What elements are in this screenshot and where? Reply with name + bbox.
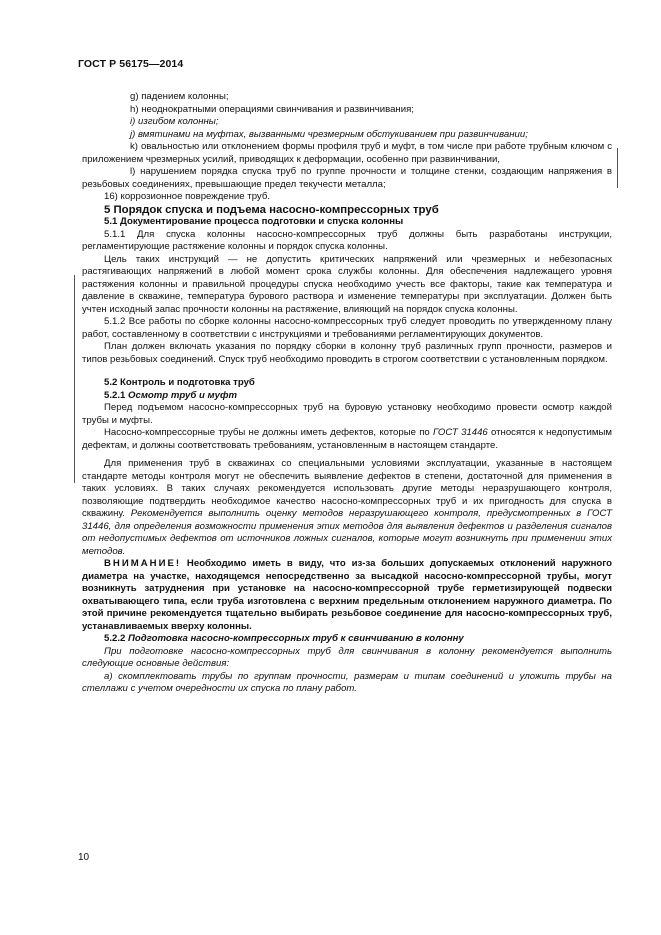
warning-label: ВНИМАНИЕ! — [104, 558, 182, 569]
section-5-2-1-number: 5.2.1 — [104, 389, 126, 401]
section-5-2-title: 5.2 Контроль и подготовка труб — [104, 377, 255, 388]
list-item-i: i) изгибом колонны; — [130, 116, 219, 127]
list-item-h: h) неоднократными операциями свинчивания и развинчивания; — [130, 103, 414, 115]
recommendation-text: Рекомендуется выполнить оценку методов неразрушающего контроля, предусмотренных в ГОСТ 31446, для определения возможности применения этих методов для выявления дефектов и разделения сигналов от недопустимых дефектов от источников ложных сигналов, которые могут возникнуть при применении этих методов. — [82, 508, 612, 557]
text-fragment: Для применения труб в скважинах со специальными условиями эксплуатации, указанные в настоящем стандарте методы контроля могут не обеспечить выявление дефектов в степени, достаточной для применения в таких условиях. В таких случаях рекомендуется использовать другие методы неразрушающего контроля, позволяющие подтвердить необходимое качество насосно-компрессорных труб и их пригодность для спуска в скважину. — [82, 458, 612, 519]
warning-paragraph — [82, 558, 612, 633]
section-5-title: 5 Порядок спуска и подъема насосно-компрессорных труб — [104, 203, 439, 216]
text-fragment: Насосно-компрессорные трубы не должны иметь дефектов, которые по — [104, 427, 433, 438]
change-bar — [74, 275, 75, 483]
paragraph-5-2-2-intro: При подготовке насосно-компрессорных труб для свинчивания в колонну рекомендуется выполнить следующие основные действия: — [82, 645, 612, 669]
paragraph-5-1-2: 5.1.2 Все работы по сборке колонны насосно-компрессорных труб следует проводить по утвержденному плану работ, составленному в соответствии с инструкциями и требованиями регламентирующих документов. — [82, 316, 612, 340]
warning-text: Необходимо иметь в виду, что из-за больших допускаемых отклонений наружного диаметра на участке, находящемся непосредственно за высадкой насосно-компрессорной трубы, могут возникнуть затруднения при установке на насосно-компрессорной трубе герметизирующей подвески охватывающего типа, если труба изготовлена с верхним предельным отклонением наружного диаметра. По этой причине рекомендуется тщательно выбирать резьбовое соединение для насосно-компрессорных труб, устанавливаемых вверху колонны. — [82, 558, 612, 632]
list-item-l: l) нарушением порядка спуска труб по группе прочности и толщине стенки, создающим напряжения в резьбовых соединениях, превышающие предел текучести металла; — [82, 166, 612, 190]
page-number: 10 — [78, 852, 90, 863]
paragraph-5-1-1-goal: Цель таких инструкций — не допустить критических напряжений или чрезмерных и небезопасных растягивающих напряжений в любой момент срока службы колонны. Для обеспечения надлежащего уровня растяжения колонны и правильной процедуры спуска необходимо учесть все факторы, такие как температура и давление в скважине, температура бурового раствора и изменение температуры при эксплуатации. Должен быть учтен исходный запас прочности колонны на растяжение, влияющий на порядок спуска колонны. — [82, 253, 612, 315]
paragraph-5-1-1: 5.1.1 Для спуска колонны насосно-компрессорных труб должны быть разработаны инструкции, регламентирующие растяжение колонны и порядок спуска колонны. — [82, 228, 612, 252]
section-5-2-2-heading — [82, 633, 612, 646]
document-body — [82, 91, 612, 696]
gost-reference: ГОСТ 31446 — [432, 427, 488, 438]
section-5-2-2-title: Подготовка насосно-компрессорных труб к свинчиванию в колонну — [128, 633, 464, 644]
section-5-2-1-title: Осмотр труб и муфт — [128, 389, 238, 401]
paragraph-5-1-2-plan: План должен включать указания по порядку сборки в колонну труб различных групп прочности, размеров и типов резьбовых соединений. Спуск труб необходимо проводить в строгом соответствии с установленным порядком. — [82, 341, 612, 365]
section-5-1-title: 5.1 Документирование процесса подготовки и спуска колонны — [104, 216, 404, 227]
list-item-j: j) вмятинами на муфтах, вызванными чрезмерным обстукиванием при развинчивании; — [130, 128, 528, 140]
paragraph-5-2-1-defects — [82, 427, 612, 452]
list-item-16: 16) коррозионное повреждение труб. — [104, 191, 270, 202]
paragraph-5-2-1-special — [82, 458, 612, 558]
paragraph-5-2-1-inspect: Перед подъемом насосно-компрессорных труб на буровую установку необходимо провести осмотр каждой трубы и муфты. — [82, 402, 612, 426]
list-item-k: k) овальностью или отклонением формы профиля труб и муфт, в том числе при работе трубным ключом с приложением чрезмерных усилий, приводящих к деформации, особенно при развинчивании, — [82, 141, 612, 165]
text-fragment: относятся к недопустимым дефектам, и должны соответствовать требованиям, установленным в настоящем стандарте. — [82, 427, 612, 451]
list-item-g: g) падением колонны; — [130, 91, 229, 102]
change-bar — [617, 148, 618, 188]
section-5-2-1-heading — [82, 390, 612, 403]
document-header: ГОСТ Р 56175—2014 — [78, 58, 184, 70]
section-5-2-2-number: 5.2.2 — [104, 633, 126, 644]
paragraph-5-2-2-a: а) скомплектовать трубы по группам прочности, размерам и типам соединений и уложить трубы на стеллажи с учетом очередности их спуска по плану работ. — [82, 670, 612, 694]
